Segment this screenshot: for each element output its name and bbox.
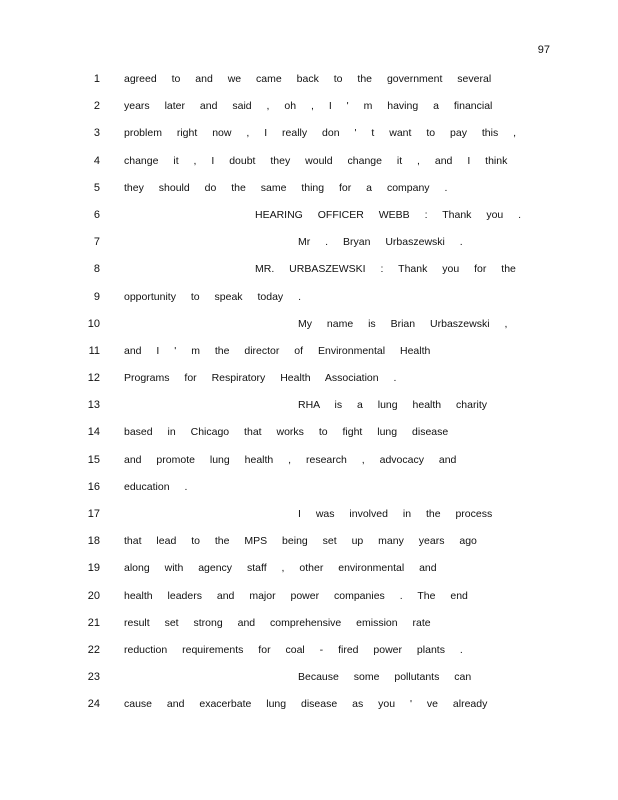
transcript-line — [0, 289, 618, 316]
line-text: along with agency staff , other environmental and — [124, 562, 437, 575]
line-text: My name is Brian Urbaszewski , — [298, 317, 508, 330]
line-number: 16 — [87, 480, 100, 493]
transcript-body — [0, 71, 618, 724]
transcript-line — [0, 479, 618, 506]
line-number: 7 — [93, 236, 100, 249]
line-number: 22 — [87, 643, 100, 656]
line-number: 2 — [93, 100, 100, 113]
transcript-line — [0, 71, 618, 98]
transcript-line — [0, 696, 618, 723]
transcript-line — [0, 261, 618, 288]
transcript-line — [0, 424, 618, 451]
transcript-line — [0, 669, 618, 696]
line-number: 19 — [87, 562, 100, 575]
transcript-line — [0, 98, 618, 125]
line-text: RHA is a lung health charity — [298, 399, 487, 412]
line-number: 12 — [87, 372, 100, 385]
line-number: 9 — [93, 290, 100, 303]
line-number: 18 — [87, 535, 100, 548]
transcript-line — [0, 125, 618, 152]
transcript-line — [0, 615, 618, 642]
page-number: 97 — [537, 44, 550, 56]
transcript-line — [0, 370, 618, 397]
line-number: 15 — [87, 453, 100, 466]
line-text: education . — [124, 480, 188, 493]
line-number: 1 — [93, 73, 100, 85]
line-text: health leaders and major power companies . The end — [124, 589, 468, 602]
transcript-line — [0, 588, 618, 615]
line-number: 13 — [87, 399, 100, 412]
line-number: 24 — [87, 698, 100, 711]
line-number: 8 — [93, 263, 100, 276]
transcript-line — [0, 234, 618, 261]
transcript-line — [0, 207, 618, 234]
transcript-line — [0, 343, 618, 370]
line-text: agreed to and we came back to the government several — [124, 73, 492, 85]
transcript-line — [0, 397, 618, 424]
line-text: Because some pollutants can — [298, 671, 472, 684]
line-number: 20 — [87, 589, 100, 602]
line-number: 17 — [87, 508, 100, 520]
line-text: change it , I doubt they would change it , and I think — [124, 154, 508, 167]
line-number: 3 — [93, 127, 100, 140]
transcript-line — [0, 506, 618, 533]
line-text: and promote lung health , research , advocacy and — [124, 453, 457, 466]
line-text: cause and exacerbate lung disease as you ' ve already — [124, 698, 488, 711]
line-text: result set strong and comprehensive emission rate — [124, 616, 431, 629]
line-text: reduction requirements for coal - fired power plants . — [124, 643, 463, 656]
transcript-line — [0, 533, 618, 560]
transcript-line — [0, 180, 618, 207]
line-number: 6 — [93, 208, 100, 221]
line-number: 4 — [93, 154, 100, 167]
line-text: based in Chicago that works to fight lung disease — [124, 426, 449, 439]
transcript-line — [0, 153, 618, 180]
line-text: HEARING OFFICER WEBB : Thank you . — [255, 208, 522, 221]
line-text: and I ' m the director of Environmental Health — [124, 344, 431, 357]
line-text: Programs for Respiratory Health Association . — [124, 372, 397, 385]
line-text: opportunity to speak today . — [124, 290, 301, 303]
line-number: 21 — [87, 616, 100, 629]
line-number: 11 — [88, 344, 100, 357]
line-text: years later and said , oh , I ' m having a financial — [124, 100, 493, 113]
line-number: 10 — [87, 317, 100, 330]
line-text: they should do the same thing for a company . — [124, 181, 448, 194]
line-text: problem right now , I really don ' t want to pay this , — [124, 127, 517, 140]
line-number: 23 — [87, 671, 100, 684]
transcript-line — [0, 316, 618, 343]
line-text: I was involved in the process — [298, 508, 493, 520]
transcript-line — [0, 642, 618, 669]
line-text: MR. URBASZEWSKI : Thank you for the — [255, 263, 516, 276]
line-number: 5 — [93, 181, 100, 194]
transcript-line — [0, 560, 618, 587]
line-text: that lead to the MPS being set up many years ago — [124, 535, 477, 548]
transcript-line — [0, 452, 618, 479]
line-number: 14 — [87, 426, 100, 439]
line-text: Mr . Bryan Urbaszewski . — [298, 236, 463, 249]
